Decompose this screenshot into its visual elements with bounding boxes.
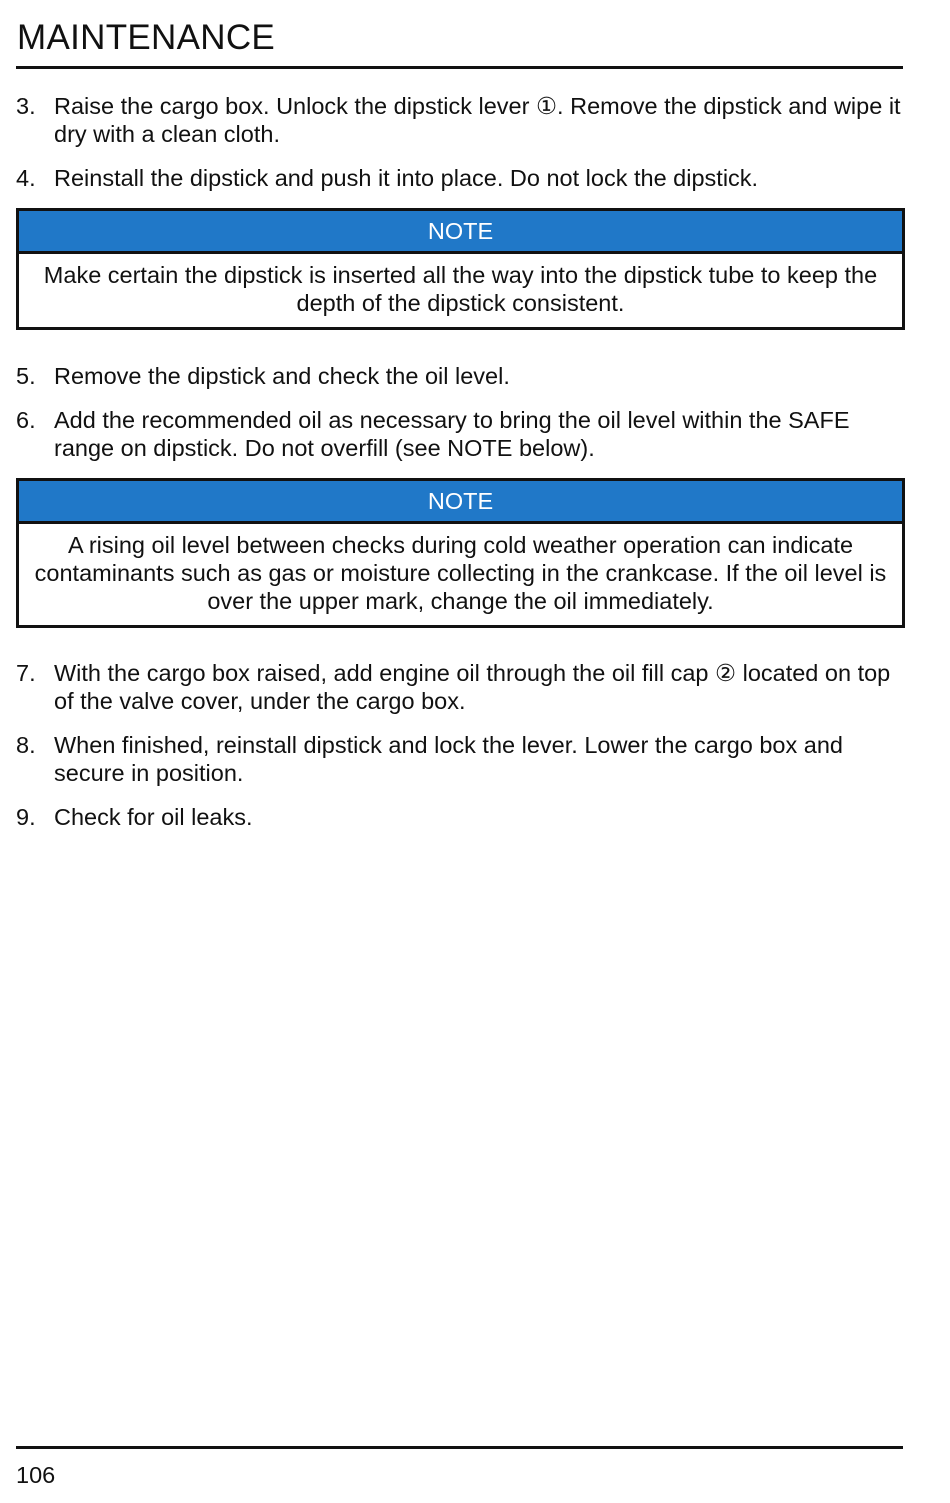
step-3 <box>16 92 906 148</box>
note-body: Make certain the dipstick is inserted all the way into the dipstick tube to keep the depth of the dipstick consistent. <box>43 262 878 316</box>
step-number: 9. <box>16 804 36 830</box>
note-heading: NOTE <box>19 481 902 524</box>
step-7 <box>16 659 906 715</box>
step-9 <box>16 803 906 831</box>
footer-divider <box>16 1446 903 1449</box>
step-6 <box>16 406 906 462</box>
step-5 <box>16 362 906 390</box>
step-text: With the cargo box raised, add engine oil through the oil fill cap ② located on top of the valve cover, under the cargo box. <box>54 660 891 714</box>
note-box-dipstick <box>16 208 905 330</box>
step-number: 4. <box>16 165 36 191</box>
note-heading: NOTE <box>19 211 902 254</box>
step-text: When finished, reinstall dipstick and lock the lever. Lower the cargo box and secure in position. <box>54 732 843 786</box>
step-number: 3. <box>16 93 36 119</box>
step-text: Raise the cargo box. Unlock the dipstick lever ①. Remove the dipstick and wipe it dry with a clean cloth. <box>54 93 901 147</box>
note-body: A rising oil level between checks during cold weather operation can indicate contaminants such as gas or moisture collecting in the crankcase. If the oil level is over the upper mark, change the oil immediately. <box>34 532 887 614</box>
header-divider <box>16 66 903 69</box>
step-number: 5. <box>16 363 36 389</box>
step-text: Reinstall the dipstick and push it into place. Do not lock the dipstick. <box>54 165 759 191</box>
step-number: 6. <box>16 407 36 433</box>
section-title: MAINTENANCE <box>17 18 276 57</box>
step-number: 7. <box>16 660 36 686</box>
step-4 <box>16 164 906 192</box>
step-text: Remove the dipstick and check the oil level. <box>54 363 510 389</box>
step-number: 8. <box>16 732 36 758</box>
step-text: Add the recommended oil as necessary to bring the oil level within the SAFE range on dipstick. Do not overfill (see NOTE below). <box>54 407 850 461</box>
step-text: Check for oil leaks. <box>54 804 253 830</box>
note-box-oil-level <box>16 478 905 628</box>
step-8 <box>16 731 906 787</box>
page-number: 106 <box>16 1462 56 1488</box>
